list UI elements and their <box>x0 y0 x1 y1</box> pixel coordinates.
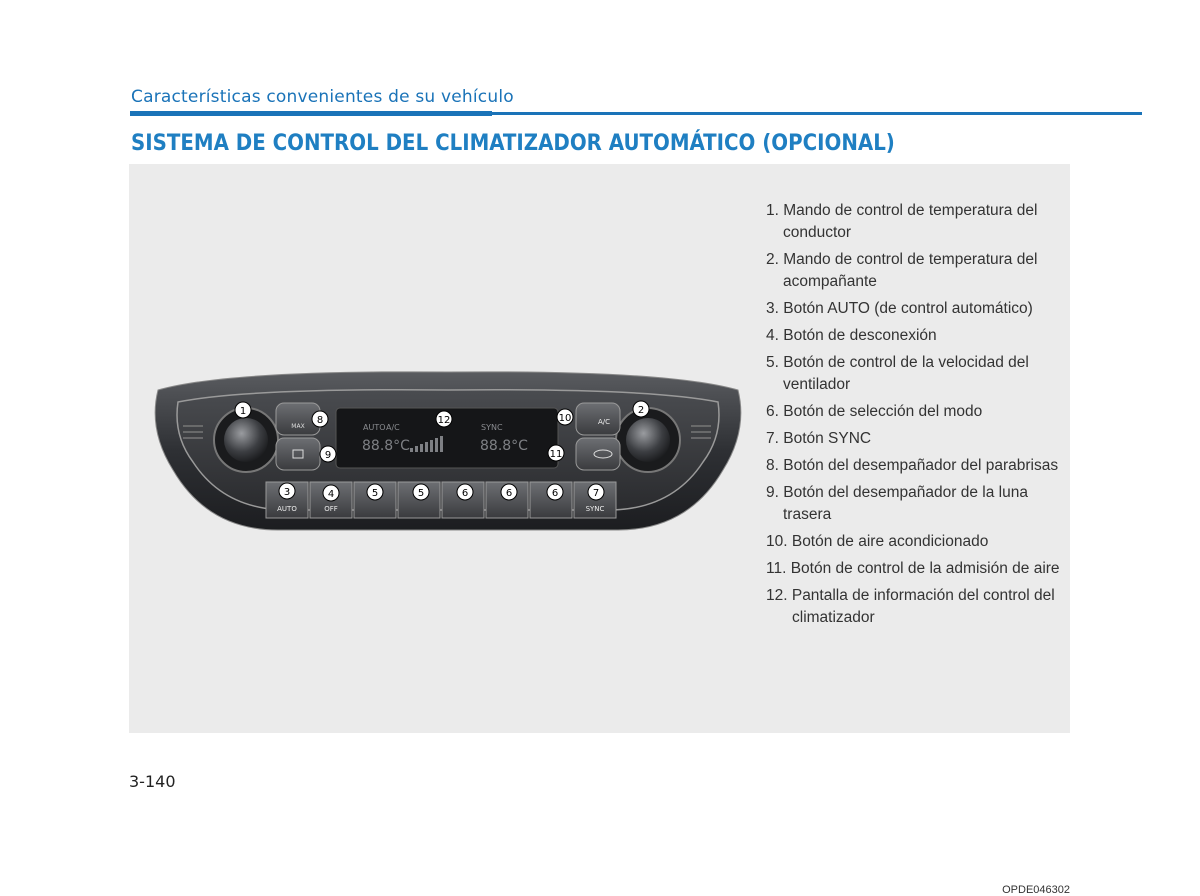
callout-7 <box>588 484 604 500</box>
svg-text:8: 8 <box>316 415 324 426</box>
legend-list <box>766 200 1066 634</box>
callout-5a <box>367 484 383 500</box>
svg-text:11: 11 <box>549 449 563 460</box>
svg-text:1: 1 <box>239 406 247 417</box>
callout-5b <box>413 484 429 500</box>
auto-label: AUTO <box>277 505 297 513</box>
legend-item: 4. Botón de desconexión <box>766 327 937 344</box>
legend-item: 7. Botón SYNC <box>766 430 872 447</box>
display-ac: A/C <box>386 423 400 432</box>
callout-6c <box>547 484 563 500</box>
svg-text:5: 5 <box>417 488 425 499</box>
callout-11 <box>548 445 564 461</box>
display-temp-right: 88.8°C <box>480 438 528 454</box>
legend-item: 12. Pantalla de información del control del climatizador <box>766 587 1055 626</box>
legend-item: 1. Mando de control de temperatura del conductor <box>766 202 1038 241</box>
legend-item: 5. Botón de control de la velocidad del ventilador <box>766 354 1029 393</box>
svg-text:2: 2 <box>637 405 645 416</box>
svg-text:6: 6 <box>461 488 469 499</box>
callout-3 <box>279 483 295 499</box>
legend-item: 10. Botón de aire acondicionado <box>766 533 989 550</box>
sync-label: SYNC <box>585 505 605 513</box>
legend-item: 8. Botón del desempañador del parabrisas <box>766 457 1059 474</box>
svg-text:12: 12 <box>437 415 451 426</box>
section-title: Características convenientes de su vehículo <box>131 87 514 107</box>
legend-item: 2. Mando de control de temperatura del acompañante <box>766 251 1038 290</box>
display-auto: AUTO <box>363 423 386 432</box>
legend-item: 3. Botón AUTO (de control automático) <box>766 300 1033 317</box>
ac-label: A/C <box>597 418 611 426</box>
callout-9 <box>320 446 336 462</box>
callout-12 <box>436 411 452 427</box>
callout-10 <box>557 409 573 425</box>
page-title: SISTEMA DE CONTROL DEL CLIMATIZADOR AUTOMÁTICO (OPCIONAL) <box>131 131 895 156</box>
svg-text:6: 6 <box>505 488 513 499</box>
air-intake-button[interactable] <box>576 438 620 470</box>
climate-panel-illustration <box>148 370 748 540</box>
legend-item: 6. Botón de selección del modo <box>766 403 983 420</box>
header-rule-accent <box>130 111 492 116</box>
off-label: OFF <box>324 505 338 513</box>
svg-text:3: 3 <box>283 487 291 498</box>
callout-6b <box>501 484 517 500</box>
svg-text:4: 4 <box>327 489 335 500</box>
rear-defrost-button[interactable] <box>276 438 320 470</box>
figure-code: OPDE046302 <box>1002 884 1070 896</box>
svg-text:6: 6 <box>551 488 559 499</box>
svg-text:10: 10 <box>558 413 572 424</box>
svg-text:5: 5 <box>371 488 379 499</box>
callout-4 <box>323 485 339 501</box>
svg-text:9: 9 <box>324 450 332 461</box>
legend-item: 11. Botón de control de la admisión de aire <box>766 560 1060 577</box>
svg-text:7: 7 <box>592 488 600 499</box>
legend-item: 9. Botón del desempañador de la luna trasera <box>766 484 1028 523</box>
display-temp-left: 88.8°C <box>362 438 410 454</box>
max-label: MAX <box>291 423 305 430</box>
callout-6a <box>457 484 473 500</box>
page-number: 3-140 <box>129 772 176 791</box>
callout-8 <box>312 411 328 427</box>
display-sync: SYNC <box>481 423 503 432</box>
callout-1 <box>235 402 251 418</box>
callout-2 <box>633 401 649 417</box>
